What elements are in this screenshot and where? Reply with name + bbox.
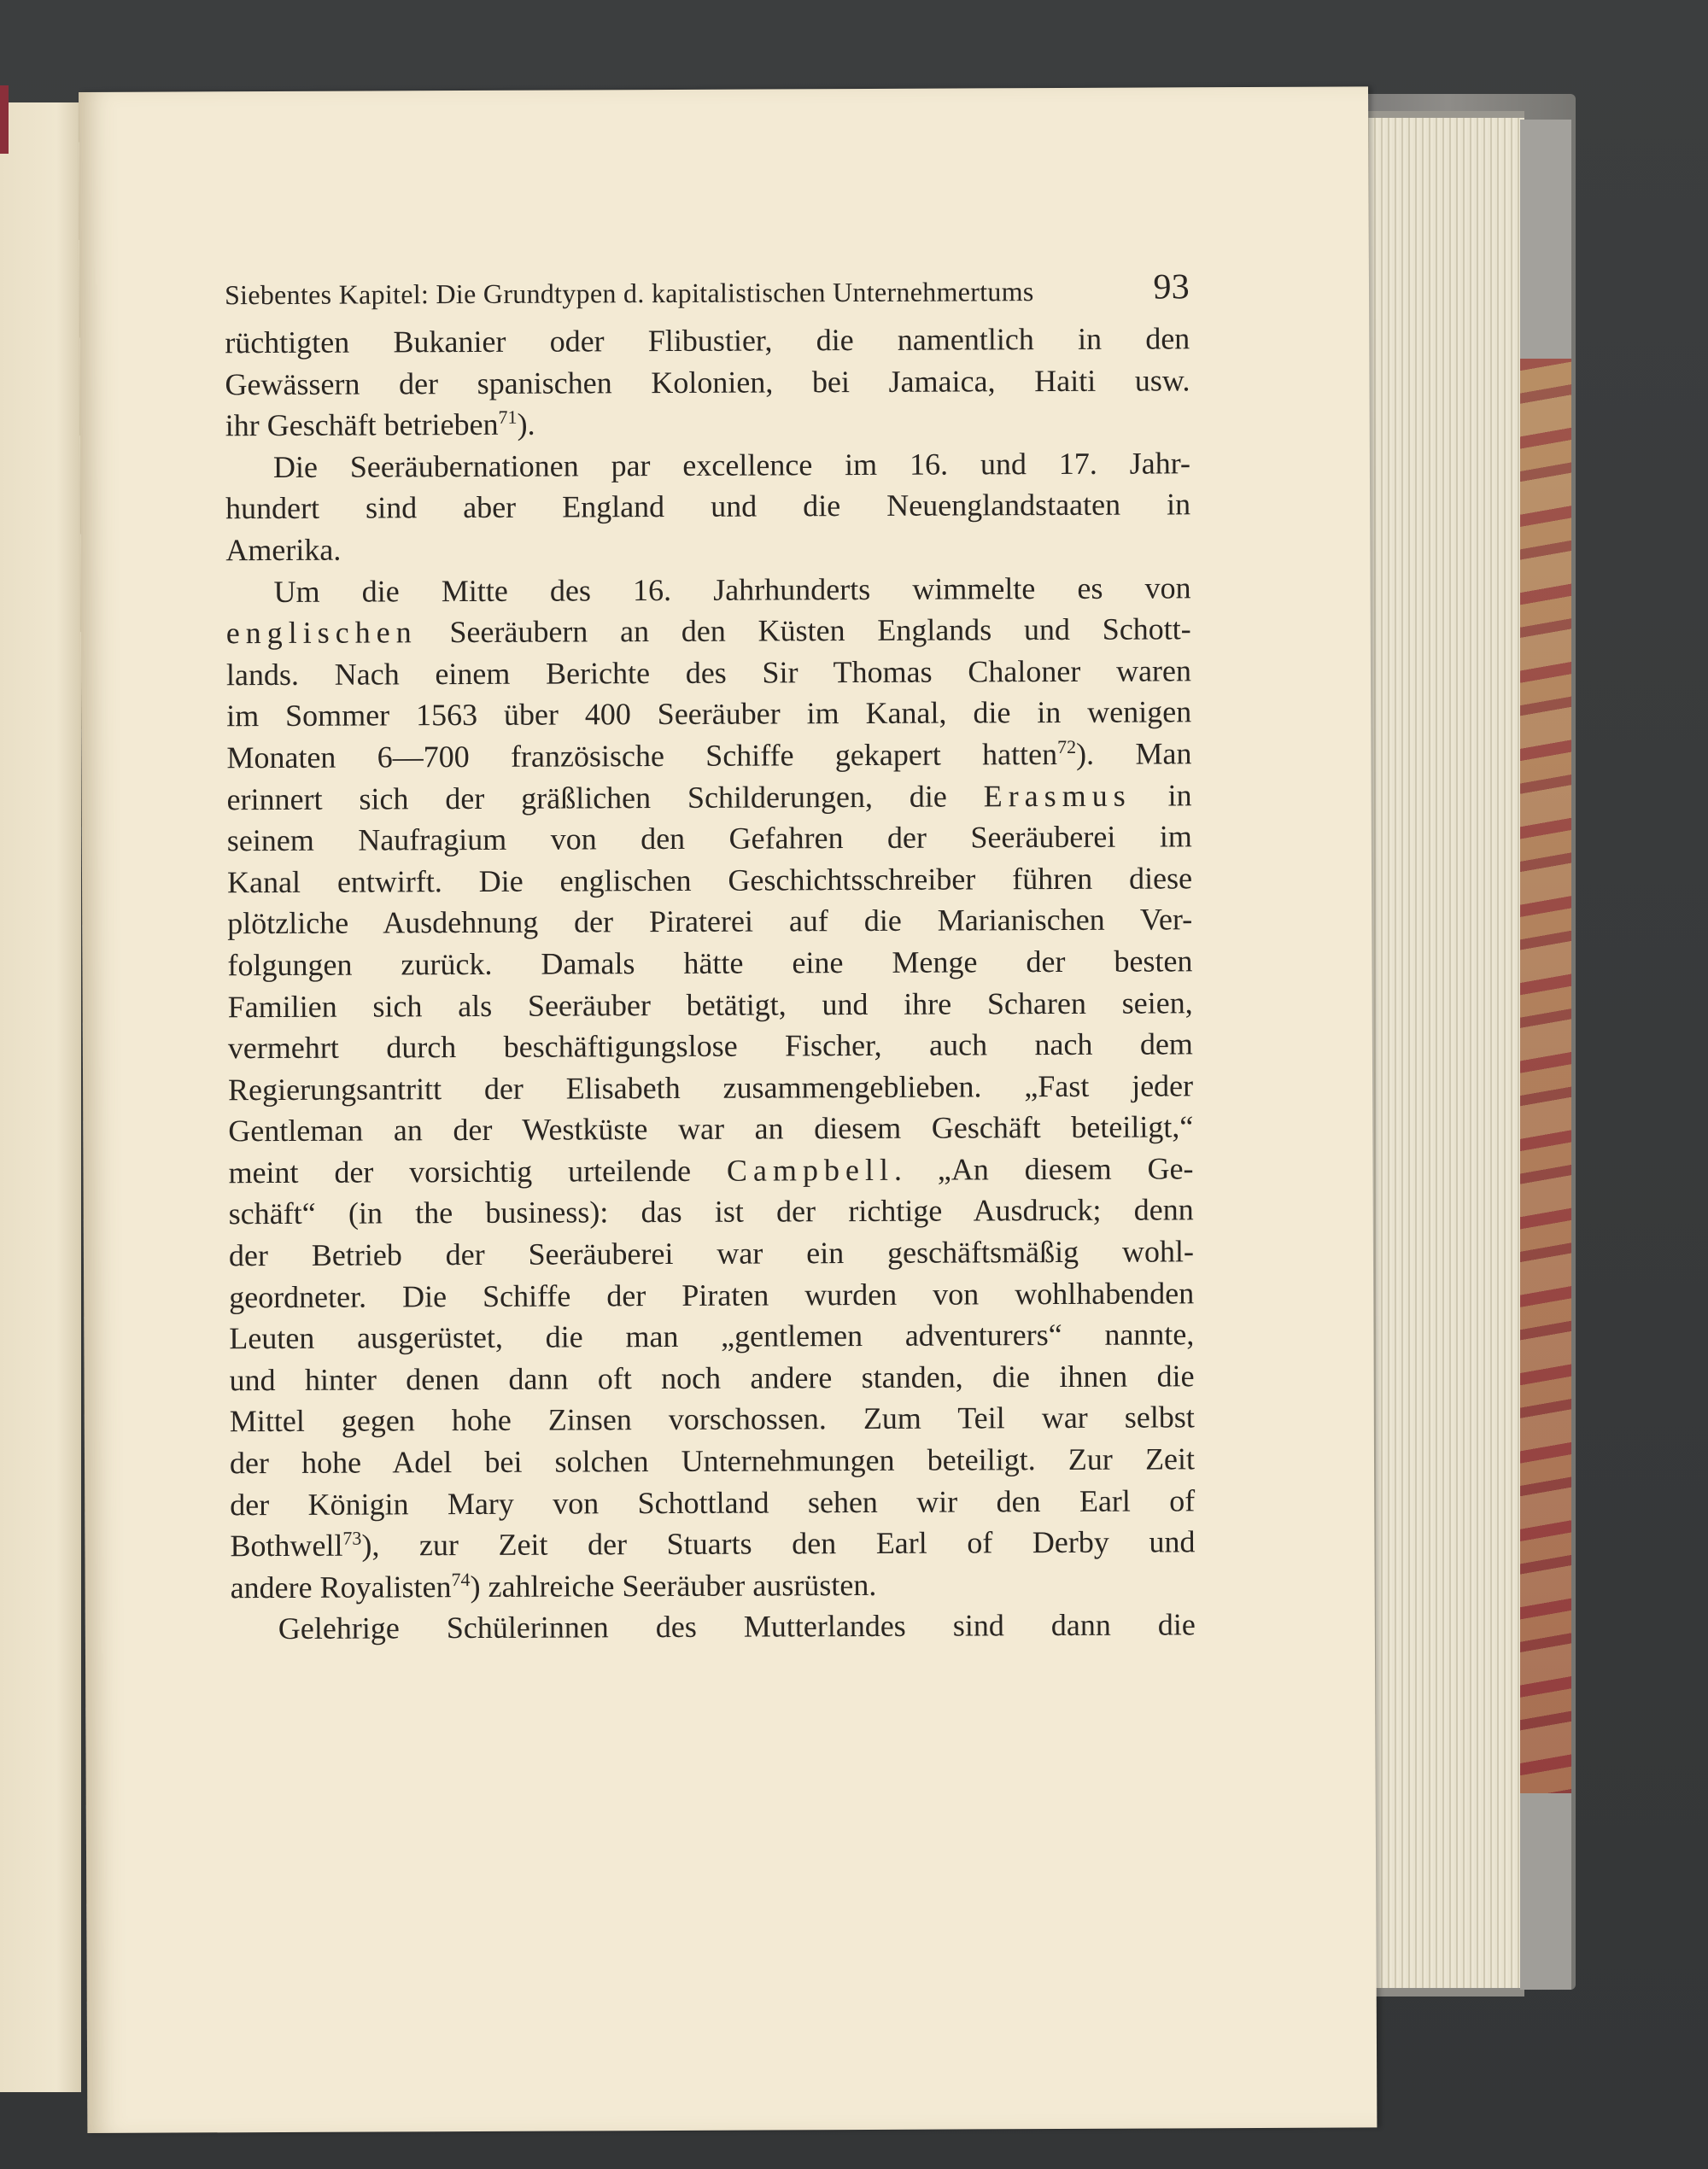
footnote-ref: 71 (498, 406, 518, 429)
text-line: folgungen zurück. Damals hätte eine Menge der besten (227, 944, 1193, 983)
text-line: Regierungsantritt der Elisabeth zusammengeblieben. „Fast jeder (228, 1068, 1194, 1107)
body-text (225, 318, 1196, 1650)
text-line: hundert sind aber England und die Neuenglandstaaten in (225, 487, 1191, 526)
emphasized-word: englischen (225, 615, 418, 651)
marbled-endpaper (1520, 359, 1571, 1793)
text-line: seinem Naufragium von den Gefahren der Seeräuberei im (226, 819, 1192, 858)
text-line: andere Royalisten$^{74}$) zahlreiche Seeräuber ausrüsten. (230, 1567, 877, 1605)
text-line: Gelehrige Schülerinnen des Mutterlandes sind dann die (278, 1607, 1196, 1646)
text-line: Gewässern der spanischen Kolonien, bei Jamaica, Haiti usw. (225, 362, 1190, 401)
text-line: lands. Nach einem Berichte des Sir Thomas Chaloner waren (225, 653, 1192, 693)
text-line: Um die Mitte des 16. Jahrhunderts wimmelte es von (273, 570, 1191, 609)
text-line: Gentleman an der Westküste war an diesem Geschäft beteiligt,“ (228, 1109, 1194, 1149)
page-number: 93 (1153, 267, 1190, 307)
text-line: Mittel gegen hohe Zinsen vorschossen. Zum Teil war selbst (229, 1400, 1195, 1439)
footnote-ref: 74 (451, 1568, 471, 1590)
text-line: Amerika. (225, 532, 342, 568)
page-block-edges (1358, 111, 1524, 1997)
text-line: der Königin Mary von Schottland sehen wir den Earl of (230, 1482, 1196, 1522)
text-line: Leuten ausgerüstet, die man „gentlemen adventurers“ nannte, (229, 1317, 1195, 1356)
text-line: und hinter denen dann oft noch andere standen, die ihnen die (229, 1359, 1195, 1398)
text-line: ihr Geschäft betrieben$^{71}$). (225, 406, 535, 443)
text-line: meint der vorsichtig urteilende Campbell. „An diesem Ge- (228, 1151, 1194, 1190)
text-line: der hohe Adel bei solchen Unternehmungen beteiligt. Zur Zeit (229, 1441, 1196, 1481)
running-head (225, 263, 1190, 319)
bookmark-ribbon (0, 85, 9, 154)
text-line: englischen Seeräubern an den Küsten Englands und Schott- (225, 611, 1191, 651)
text-line: erinnert sich der gräßlichen Schilderungen, die Erasmus in (226, 777, 1192, 816)
text-line: Monaten 6—700 französische Schiffe gekapert hatten$^{72}$). Man (226, 735, 1192, 775)
text-line: Bothwell$^{73}$), zur Zeit der Stuarts den Earl of Derby und (230, 1524, 1196, 1564)
text-line: im Sommer 1563 über 400 Seeräuber im Kanal, die in wenigen (226, 694, 1192, 734)
cover-grey-bottom (1520, 1793, 1571, 1990)
page-content (225, 263, 1196, 1650)
text-line: Familien sich als Seeräuber betätigt, und ihre Scharen seien, (227, 985, 1193, 1024)
running-head-title: Siebentes Kapitel: Die Grundtypen d. kapitalistischen Unternehmertums (224, 276, 1034, 311)
footnote-ref: 73 (342, 1527, 362, 1549)
text-line: schäft“ (in the business): das ist der richtige Ausdruck; denn (228, 1192, 1194, 1231)
text-line: vermehrt durch beschäftigungslose Fischer, auch nach dem (227, 1026, 1193, 1066)
emphasized-word: Campbell (726, 1152, 895, 1188)
footnote-ref: 72 (1057, 735, 1077, 757)
cover-grey-top (1520, 120, 1571, 359)
text-line: Kanal entwirft. Die englischen Geschichtsschreiber führen diese (226, 861, 1193, 899)
left-facing-page (0, 102, 81, 2092)
book-page (79, 86, 1377, 2133)
text-line: der Betrieb der Seeräuberei war ein geschäftsmäßig wohl- (228, 1234, 1195, 1273)
emphasized-word: Erasmus (983, 778, 1132, 813)
text-line: Die Seeräubernationen par excellence im 16. und 17. Jahr- (272, 446, 1190, 484)
text-line: rüchtigten Bukanier oder Flibustier, die namentlich in den (225, 321, 1190, 360)
text-line: plötzliche Ausdehnung der Piraterei auf die Marianischen Ver- (227, 902, 1193, 941)
text-line: geordneter. Die Schiffe der Piraten wurden von wohlhabenden (229, 1275, 1195, 1314)
